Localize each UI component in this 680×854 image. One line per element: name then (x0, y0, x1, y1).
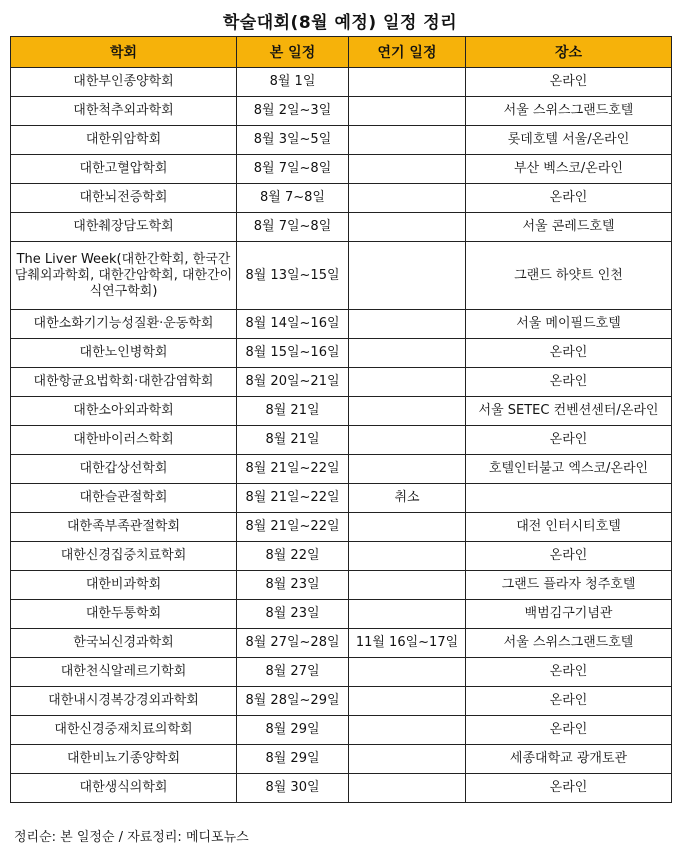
table-body (11, 68, 672, 803)
cell-date: 8월 30일 (237, 774, 349, 803)
cell-postponed: 취소 (349, 484, 466, 513)
cell-society: 대한천식알레르기학회 (11, 658, 237, 687)
cell-venue: 온라인 (466, 339, 672, 368)
cell-venue (466, 484, 672, 513)
cell-society: 대한갑상선학회 (11, 455, 237, 484)
page-title: 학술대회(8월 예정) 일정 정리 (222, 13, 458, 33)
cell-postponed (349, 97, 466, 126)
cell-date: 8월 14일~16일 (237, 310, 349, 339)
cell-venue: 온라인 (466, 687, 672, 716)
column-header-venue: 장소 (466, 37, 672, 68)
table-row (11, 213, 672, 242)
table-row (11, 339, 672, 368)
cell-venue: 서울 스위스그랜드호텔 (466, 97, 672, 126)
cell-venue: 서울 SETEC 컨벤션센터/온라인 (466, 397, 672, 426)
cell-society: 대한뇌전증학회 (11, 184, 237, 213)
table-row (11, 571, 672, 600)
cell-venue: 그랜드 하얏트 인천 (466, 242, 672, 310)
cell-postponed (349, 339, 466, 368)
table-row (11, 600, 672, 629)
table-row (11, 184, 672, 213)
cell-postponed (349, 213, 466, 242)
cell-society: 대한항균요법학회·대한감염학회 (11, 368, 237, 397)
cell-date: 8월 7일~8일 (237, 155, 349, 184)
cell-society: 대한소아외과학회 (11, 397, 237, 426)
cell-venue: 온라인 (466, 426, 672, 455)
cell-date: 8월 21일~22일 (237, 484, 349, 513)
cell-society: 대한위암학회 (11, 126, 237, 155)
cell-postponed (349, 68, 466, 97)
cell-society: 대한생식의학회 (11, 774, 237, 803)
cell-postponed (349, 600, 466, 629)
table-row (11, 542, 672, 571)
table-header-row (11, 37, 672, 68)
cell-postponed (349, 242, 466, 310)
cell-date: 8월 15일~16일 (237, 339, 349, 368)
cell-venue: 온라인 (466, 184, 672, 213)
cell-venue: 백범김구기념관 (466, 600, 672, 629)
cell-venue: 온라인 (466, 658, 672, 687)
cell-society: 대한고혈압학회 (11, 155, 237, 184)
cell-venue: 그랜드 플라자 청주호텔 (466, 571, 672, 600)
cell-venue: 세종대학교 광개토관 (466, 745, 672, 774)
cell-venue: 롯데호텔 서울/온라인 (466, 126, 672, 155)
table-row (11, 774, 672, 803)
cell-venue: 호텔인터불고 엑스코/온라인 (466, 455, 672, 484)
cell-postponed: 11월 16일~17일 (349, 629, 466, 658)
cell-date: 8월 23일 (237, 571, 349, 600)
table-row (11, 126, 672, 155)
cell-postponed (349, 658, 466, 687)
table-row (11, 397, 672, 426)
cell-postponed (349, 774, 466, 803)
cell-society: 대한비뇨기종양학회 (11, 745, 237, 774)
column-header-postponed: 연기 일정 (349, 37, 466, 68)
table-row (11, 484, 672, 513)
cell-society: The Liver Week(대한간학회, 한국간담췌외과학회, 대한간암학회, 대한간이식연구학회) (11, 242, 237, 310)
cell-society: 대한슬관절학회 (11, 484, 237, 513)
table-row (11, 310, 672, 339)
footer-note: 정리순: 본 일정순 / 자료정리: 메디포뉴스 (14, 830, 249, 845)
cell-society: 대한노인병학회 (11, 339, 237, 368)
cell-date: 8월 28일~29일 (237, 687, 349, 716)
table-row (11, 242, 672, 310)
cell-date: 8월 21일 (237, 426, 349, 455)
table-row (11, 68, 672, 97)
cell-society: 대한족부족관절학회 (11, 513, 237, 542)
cell-date: 8월 23일 (237, 600, 349, 629)
cell-date: 8월 7~8일 (237, 184, 349, 213)
cell-date: 8월 22일 (237, 542, 349, 571)
table-row (11, 658, 672, 687)
column-header-society: 학회 (11, 37, 237, 68)
cell-date: 8월 29일 (237, 745, 349, 774)
cell-venue: 서울 스위스그랜드호텔 (466, 629, 672, 658)
cell-society: 대한내시경복강경외과학회 (11, 687, 237, 716)
cell-postponed (349, 542, 466, 571)
cell-venue: 부산 벡스코/온라인 (466, 155, 672, 184)
cell-society: 대한신경중재치료의학회 (11, 716, 237, 745)
table-row (11, 687, 672, 716)
cell-date: 8월 29일 (237, 716, 349, 745)
cell-society: 대한바이러스학회 (11, 426, 237, 455)
column-header-date: 본 일정 (237, 37, 349, 68)
table-row (11, 426, 672, 455)
cell-society: 대한소화기기능성질환·운동학회 (11, 310, 237, 339)
cell-date: 8월 2일~3일 (237, 97, 349, 126)
cell-society: 한국뇌신경과학회 (11, 629, 237, 658)
cell-postponed (349, 745, 466, 774)
cell-society: 대한췌장담도학회 (11, 213, 237, 242)
cell-society: 대한부인종양학회 (11, 68, 237, 97)
table-row (11, 745, 672, 774)
cell-postponed (349, 716, 466, 745)
cell-date: 8월 3일~5일 (237, 126, 349, 155)
cell-society: 대한비과학회 (11, 571, 237, 600)
table-row (11, 155, 672, 184)
table-row (11, 513, 672, 542)
table-row (11, 716, 672, 745)
cell-postponed (349, 687, 466, 716)
cell-venue: 대전 인터시티호텔 (466, 513, 672, 542)
cell-date: 8월 1일 (237, 68, 349, 97)
schedule-table (10, 36, 672, 803)
cell-postponed (349, 426, 466, 455)
cell-postponed (349, 397, 466, 426)
cell-date: 8월 7일~8일 (237, 213, 349, 242)
cell-society: 대한신경집중치료학회 (11, 542, 237, 571)
table-row (11, 368, 672, 397)
cell-venue: 서울 콘레드호텔 (466, 213, 672, 242)
cell-date: 8월 27일~28일 (237, 629, 349, 658)
cell-date: 8월 20일~21일 (237, 368, 349, 397)
cell-venue: 서울 메이필드호텔 (466, 310, 672, 339)
cell-postponed (349, 368, 466, 397)
cell-venue: 온라인 (466, 542, 672, 571)
cell-date: 8월 13일~15일 (237, 242, 349, 310)
table-row (11, 455, 672, 484)
table-row (11, 629, 672, 658)
cell-venue: 온라인 (466, 774, 672, 803)
cell-society: 대한척추외과학회 (11, 97, 237, 126)
cell-postponed (349, 126, 466, 155)
cell-postponed (349, 310, 466, 339)
cell-venue: 온라인 (466, 368, 672, 397)
cell-postponed (349, 455, 466, 484)
cell-postponed (349, 571, 466, 600)
table-row (11, 97, 672, 126)
cell-venue: 온라인 (466, 716, 672, 745)
cell-society: 대한두통학회 (11, 600, 237, 629)
cell-postponed (349, 513, 466, 542)
cell-date: 8월 21일~22일 (237, 455, 349, 484)
cell-date: 8월 21일 (237, 397, 349, 426)
cell-venue: 온라인 (466, 68, 672, 97)
cell-postponed (349, 184, 466, 213)
cell-date: 8월 27일 (237, 658, 349, 687)
cell-postponed (349, 155, 466, 184)
cell-date: 8월 21일~22일 (237, 513, 349, 542)
